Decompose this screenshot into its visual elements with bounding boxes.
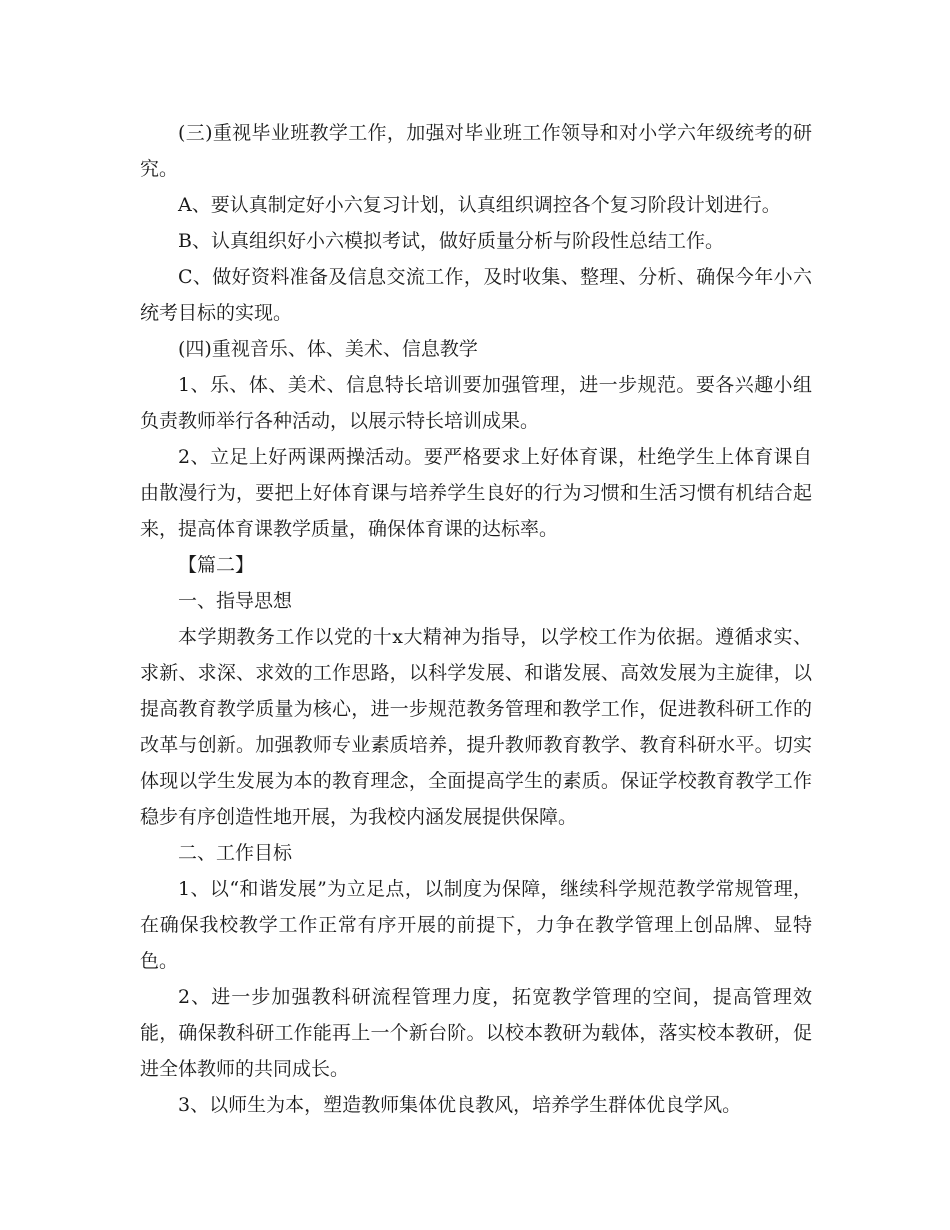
paragraph: 3、以师生为本，塑造教师集体优良教风，培养学生群体优良学风。	[178, 1094, 742, 1116]
section-heading: 二、工作目标	[178, 842, 293, 864]
paragraph: B、认真组织好小六模拟考试，做好质量分析与阶段性总结工作。	[178, 230, 724, 252]
paragraph: 1、乐、体、美术、信息特长培训要加强管理，进一步规范。要各兴趣小组负责教师举行各种活动，以展示特长培训成果。	[140, 374, 812, 432]
section-heading: 一、指导思想	[178, 590, 293, 612]
section-heading: (四)重视音乐、体、美术、信息教学	[178, 338, 478, 360]
paragraph: 2、进一步加强教科研流程管理力度，拓宽教学管理的空间，提高管理效能，确保教科研工作能再上一个新台阶。以校本教研为载体，落实校本教研，促进全体教师的共同成长。	[140, 986, 812, 1080]
paragraph: 1、以“和谐发展”为立足点，以制度为保障，继续科学规范教学常规管理，在确保我校教学工作正常有序开展的前提下，力争在教学管理上创品牌、显特色。	[140, 878, 812, 972]
paragraph: A、要认真制定好小六复习计划，认真组织调控各个复习阶段计划进行。	[178, 194, 781, 216]
paragraph: 2、立足上好两课两操活动。要严格要求上好体育课，杜绝学生上体育课自由散漫行为，要把上好体育课与培养学生良好的行为习惯和生活习惯有机结合起来，提高体育课教学质量，确保体育课的达标率。	[140, 446, 812, 540]
document-body	[140, 115, 812, 1123]
paragraph: C、做好资料准备及信息交流工作，及时收集、整理、分析、确保今年小六统考目标的实现。	[140, 266, 812, 324]
paragraph: 本学期教务工作以党的十x大精神为指导，以学校工作为依据。遵循求实、求新、求深、求效的工作思路，以科学发展、和谐发展、高效发展为主旋律，以提高教育教学质量为核心，进一步规范教务管理和教学工作，促进教科研工作的改革与创新。加强教师专业素质培养，提升教师教育教学、教育科研水平。切实体现以学生发展为本的教育理念，全面提高学生的素质。保证学校教育教学工作稳步有序创造性地开展，为我校内涵发展提供保障。	[140, 626, 812, 828]
part-heading: 【篇二】	[178, 554, 255, 576]
paragraph: (三)重视毕业班教学工作，加强对毕业班工作领导和对小学六年级统考的研究。	[140, 122, 812, 180]
